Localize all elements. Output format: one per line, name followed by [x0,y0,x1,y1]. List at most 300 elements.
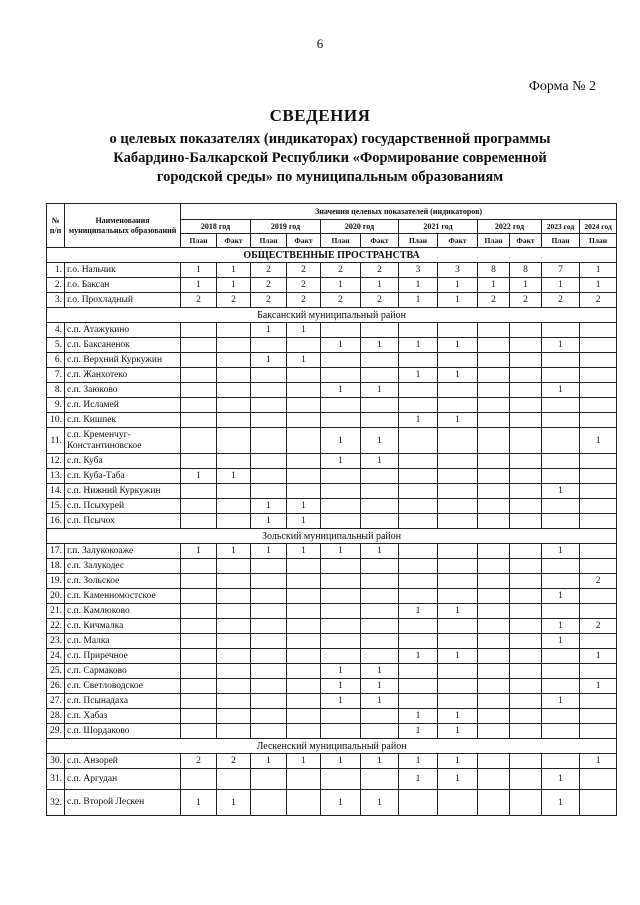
municipality-name: г.п. Залукокоаже [65,544,181,559]
indicator-value-cell [438,559,478,574]
indicator-value-cell [542,353,580,368]
indicator-value-cell [478,574,510,589]
row-number: 1. [47,263,65,278]
indicator-value-cell [438,664,478,679]
indicator-value-cell [542,428,580,454]
indicator-value-cell [217,398,251,413]
table-row [47,790,617,816]
indicator-value-cell [510,398,542,413]
indicator-value-cell: 1 [542,589,580,604]
indicator-value-cell [217,664,251,679]
indicator-value-cell [580,559,617,574]
indicator-value-cell [217,649,251,664]
row-number: 10. [47,413,65,428]
indicator-value-cell: 1 [542,619,580,634]
indicator-value-cell: 1 [399,649,438,664]
indicator-value-cell [510,428,542,454]
table-row [47,694,617,709]
indicator-value-cell [542,559,580,574]
indicator-value-cell [361,769,399,790]
indicator-value-cell: 3 [399,263,438,278]
row-number: 30. [47,754,65,769]
table-row [47,484,617,499]
table-row [47,514,617,529]
indicator-value-cell [217,338,251,353]
row-number: 23. [47,634,65,649]
indicator-value-cell [181,398,217,413]
indicator-value-cell [321,398,361,413]
indicator-value-cell: 1 [438,769,478,790]
indicator-value-cell [478,469,510,484]
subtitle-line: Кабардино-Балкарской Республики «Формирование современной [113,150,547,166]
indicator-value-cell [580,514,617,529]
indicator-value-cell [287,454,321,469]
indicator-value-cell [478,323,510,338]
indicator-value-cell [510,484,542,499]
municipality-name: с.п. Приречное [65,649,181,664]
indicator-value-cell: 1 [321,454,361,469]
indicator-value-cell [580,368,617,383]
indicator-value-cell [399,694,438,709]
indicator-value-cell: 1 [321,383,361,398]
table-body [47,248,617,816]
indicator-value-cell [510,664,542,679]
indicator-value-cell [542,514,580,529]
row-number: 8. [47,383,65,398]
section-header-row [47,248,617,263]
municipality-name: с.п. Куба [65,454,181,469]
indicator-value-cell [361,724,399,739]
table-row [47,544,617,559]
row-number: 22. [47,619,65,634]
indicator-value-cell: 1 [438,293,478,308]
indicator-value-cell: 1 [287,754,321,769]
indicator-value-cell: 1 [399,754,438,769]
indicator-value-cell [251,469,287,484]
indicator-value-cell: 1 [580,679,617,694]
indicator-value-cell [478,338,510,353]
indicator-value-cell: 1 [181,278,217,293]
table-row [47,679,617,694]
indicator-value-cell [251,694,287,709]
fact-header: Факт [510,234,542,248]
indicator-value-cell [510,709,542,724]
indicator-value-cell [287,469,321,484]
indicator-value-cell [438,398,478,413]
indicator-value-cell [287,574,321,589]
indicator-value-cell [321,413,361,428]
indicator-value-cell [287,559,321,574]
indicator-value-cell: 1 [287,499,321,514]
indicator-value-cell: 1 [361,428,399,454]
indicator-value-cell: 1 [251,754,287,769]
indicator-value-cell [478,368,510,383]
indicator-value-cell [321,323,361,338]
indicator-value-cell [287,398,321,413]
indicator-value-cell [399,574,438,589]
indicator-value-cell: 1 [438,413,478,428]
indicator-value-cell: 1 [438,649,478,664]
indicator-value-cell [542,724,580,739]
indicator-value-cell [399,454,438,469]
indicator-value-cell [321,368,361,383]
indicator-value-cell: 1 [321,278,361,293]
indicator-value-cell [478,484,510,499]
municipality-name: с.п. Куба-Таба [65,469,181,484]
indicator-value-cell [181,454,217,469]
indicator-value-cell [361,604,399,619]
indicator-value-cell [510,413,542,428]
table-row [47,724,617,739]
indicator-value-cell [361,619,399,634]
indicator-value-cell: 1 [361,754,399,769]
indicator-value-cell [399,634,438,649]
indicator-value-cell [251,604,287,619]
indicator-value-cell [510,338,542,353]
indicator-value-cell: 2 [217,754,251,769]
indicator-value-cell [542,413,580,428]
indicator-value-cell [181,559,217,574]
indicator-value-cell [217,769,251,790]
indicator-value-cell [438,353,478,368]
indicator-value-cell [181,634,217,649]
indicator-value-cell: 1 [542,694,580,709]
document-title: СВЕДЕНИЯ [269,106,371,125]
table-row [47,469,617,484]
municipality-name: с.п. Жанхотеко [65,368,181,383]
indicator-value-cell: 2 [542,293,580,308]
indicator-value-cell [217,484,251,499]
indicator-value-cell [580,634,617,649]
indicator-value-cell [510,353,542,368]
indicator-value-cell [580,769,617,790]
indicator-value-cell [181,679,217,694]
indicator-value-cell: 2 [251,263,287,278]
indicator-value-cell: 1 [287,353,321,368]
indicator-value-cell: 2 [580,619,617,634]
indicator-value-cell [217,589,251,604]
indicator-value-cell: 2 [287,293,321,308]
municipality-name: с.п. Камлюково [65,604,181,619]
indicator-value-cell: 2 [361,293,399,308]
indicator-value-cell: 1 [438,724,478,739]
table-row [47,293,617,308]
indicator-value-cell [399,323,438,338]
indicator-value-cell [510,589,542,604]
indicator-value-cell: 1 [399,413,438,428]
indicator-value-cell [510,634,542,649]
indicator-value-cell [361,398,399,413]
indicator-value-cell [251,769,287,790]
indicator-value-cell [321,604,361,619]
indicator-value-cell: 1 [580,754,617,769]
district-header-row [47,308,617,323]
indicator-value-cell [321,559,361,574]
indicator-value-cell [361,499,399,514]
indicator-value-cell: 1 [361,338,399,353]
municipality-name: с.п. Нижний Куркужин [65,484,181,499]
table-row [47,664,617,679]
table-row [47,499,617,514]
indicator-value-cell: 2 [510,293,542,308]
indicator-value-cell [510,649,542,664]
plan-header: План [542,234,580,248]
indicator-value-cell: 2 [251,278,287,293]
indicator-value-cell: 1 [361,454,399,469]
indicator-value-cell [251,338,287,353]
indicator-value-cell [321,634,361,649]
indicator-value-cell [287,769,321,790]
table-row [47,754,617,769]
indicator-value-cell [217,454,251,469]
subtitle-line: городской среды» по муниципальным образованиям [156,169,504,185]
indicator-value-cell [217,679,251,694]
municipality-name: с.п. Светловодское [65,679,181,694]
indicator-value-cell [217,514,251,529]
indicator-value-cell [580,323,617,338]
indicator-value-cell [251,634,287,649]
row-number: 14. [47,484,65,499]
indicator-value-cell [438,428,478,454]
indicator-value-cell [580,469,617,484]
table-row [47,263,617,278]
indicator-value-cell: 1 [580,649,617,664]
indicator-value-cell [217,559,251,574]
municipality-name: г.о. Нальчик [65,263,181,278]
indicator-value-cell [321,499,361,514]
table-row [47,619,617,634]
indicator-value-cell [542,499,580,514]
indicator-value-cell: 1 [399,293,438,308]
indicators-group-header: Значения целевых показателей (индикаторов) [181,204,617,220]
indicator-value-cell: 1 [438,709,478,724]
section-title: ОБЩЕСТВЕННЫЕ ПРОСТРАНСТВА [47,248,617,263]
indicator-value-cell: 1 [287,514,321,529]
indicator-value-cell [478,398,510,413]
page-number: 6 [316,36,324,51]
indicator-value-cell [438,544,478,559]
indicator-value-cell: 1 [478,278,510,293]
indicator-value-cell [478,619,510,634]
indicator-value-cell [321,724,361,739]
indicator-value-cell [580,383,617,398]
table-row [47,368,617,383]
indicator-value-cell [251,679,287,694]
indicator-value-cell [251,574,287,589]
row-number: 4. [47,323,65,338]
indicator-value-cell [287,694,321,709]
indicators-table [46,203,617,816]
indicator-value-cell: 1 [580,428,617,454]
municipality-name: с.п. Каменномостское [65,589,181,604]
municipality-name: с.п. Аргудан [65,769,181,790]
table-row [47,353,617,368]
indicator-value-cell [287,368,321,383]
indicator-value-cell [399,559,438,574]
indicator-value-cell [251,664,287,679]
table-row [47,398,617,413]
indicator-value-cell [217,413,251,428]
indicator-value-cell [361,559,399,574]
indicator-value-cell: 1 [321,428,361,454]
indicator-value-cell [217,604,251,619]
row-number: 13. [47,469,65,484]
year-header: 2019 год [251,220,321,234]
subtitle-line: о целевых показателях (индикаторах) государственной программы [109,131,551,147]
indicator-value-cell [510,469,542,484]
indicator-value-cell [251,383,287,398]
indicator-value-cell: 1 [399,278,438,293]
indicator-value-cell [361,634,399,649]
indicator-value-cell [438,469,478,484]
indicator-value-cell: 1 [217,544,251,559]
row-number: 19. [47,574,65,589]
form-label: Форма № 2 [528,79,596,94]
indicator-value-cell [181,323,217,338]
table-row [47,383,617,398]
year-header: 2021 год [399,220,478,234]
indicator-value-cell [399,353,438,368]
indicator-value-cell [399,383,438,398]
indicator-value-cell: 2 [287,263,321,278]
indicator-value-cell: 1 [361,664,399,679]
indicator-value-cell: 1 [321,790,361,816]
indicator-value-cell [321,709,361,724]
col-name-header: Наименования муниципальных образований [65,204,181,248]
indicator-value-cell: 1 [251,514,287,529]
indicator-value-cell: 1 [399,368,438,383]
indicator-value-cell [287,413,321,428]
indicator-value-cell [580,353,617,368]
indicator-value-cell [399,484,438,499]
row-number: 21. [47,604,65,619]
municipality-name: с.п. Залукодес [65,559,181,574]
indicator-value-cell [361,413,399,428]
indicator-value-cell [580,724,617,739]
indicator-value-cell [321,574,361,589]
indicator-value-cell [361,484,399,499]
indicator-value-cell [287,724,321,739]
indicator-value-cell: 1 [580,278,617,293]
indicator-value-cell [580,709,617,724]
municipality-name: с.п. Исламей [65,398,181,413]
plan-header: План [478,234,510,248]
municipality-name: с.п. Атажукино [65,323,181,338]
indicator-value-cell [251,454,287,469]
indicator-value-cell [478,589,510,604]
indicator-value-cell [251,428,287,454]
indicator-value-cell [478,514,510,529]
indicator-value-cell [399,499,438,514]
district-title: Зольский муниципальный район [47,529,617,544]
indicator-value-cell [217,574,251,589]
indicator-value-cell [361,323,399,338]
row-number: 20. [47,589,65,604]
indicator-value-cell [361,514,399,529]
indicator-value-cell: 1 [542,769,580,790]
indicator-value-cell [542,398,580,413]
indicator-value-cell [251,724,287,739]
row-number: 9. [47,398,65,413]
indicator-value-cell [181,484,217,499]
table-row [47,559,617,574]
indicator-value-cell [438,679,478,694]
indicator-value-cell [478,769,510,790]
indicator-value-cell [510,323,542,338]
indicator-value-cell [580,338,617,353]
indicator-value-cell [217,353,251,368]
plan-header: План [580,234,617,248]
indicator-value-cell [361,469,399,484]
indicator-value-cell [438,383,478,398]
indicator-value-cell: 1 [399,769,438,790]
indicator-value-cell [181,383,217,398]
indicator-value-cell [251,413,287,428]
indicator-value-cell [321,353,361,368]
indicator-value-cell [542,754,580,769]
indicator-value-cell [580,790,617,816]
indicator-value-cell [217,499,251,514]
table-row [47,428,617,454]
fact-header: Факт [438,234,478,248]
indicator-value-cell: 1 [361,383,399,398]
indicator-value-cell [510,790,542,816]
indicator-value-cell: 8 [510,263,542,278]
year-header: 2018 год [181,220,251,234]
indicator-value-cell [217,724,251,739]
indicator-value-cell [478,709,510,724]
row-number: 6. [47,353,65,368]
row-number: 2. [47,278,65,293]
indicator-value-cell: 2 [361,263,399,278]
indicator-value-cell [438,574,478,589]
year-header: 2022 год [478,220,542,234]
indicator-value-cell [542,664,580,679]
table-row [47,278,617,293]
municipality-name: с.п. Заюково [65,383,181,398]
indicator-value-cell [478,679,510,694]
indicator-value-cell [478,383,510,398]
indicator-value-cell: 1 [438,368,478,383]
row-number: 28. [47,709,65,724]
municipality-name: с.п. Псыхурей [65,499,181,514]
indicator-value-cell: 1 [321,664,361,679]
row-number: 25. [47,664,65,679]
indicator-value-cell [399,589,438,604]
indicator-value-cell [478,790,510,816]
indicator-value-cell [580,544,617,559]
indicator-value-cell [217,383,251,398]
indicator-value-cell [181,664,217,679]
indicator-value-cell: 8 [478,263,510,278]
indicator-value-cell: 1 [321,754,361,769]
table-row [47,649,617,664]
indicator-value-cell [580,499,617,514]
indicator-value-cell [181,353,217,368]
indicator-value-cell [321,589,361,604]
indicator-value-cell [478,694,510,709]
indicator-value-cell [438,790,478,816]
indicator-value-cell [478,544,510,559]
table-row [47,454,617,469]
indicator-value-cell [542,604,580,619]
indicator-value-cell: 1 [510,278,542,293]
indicator-value-cell [287,649,321,664]
indicator-value-cell: 1 [542,383,580,398]
indicator-value-cell [438,454,478,469]
indicator-value-cell [251,484,287,499]
row-number: 11. [47,428,65,454]
